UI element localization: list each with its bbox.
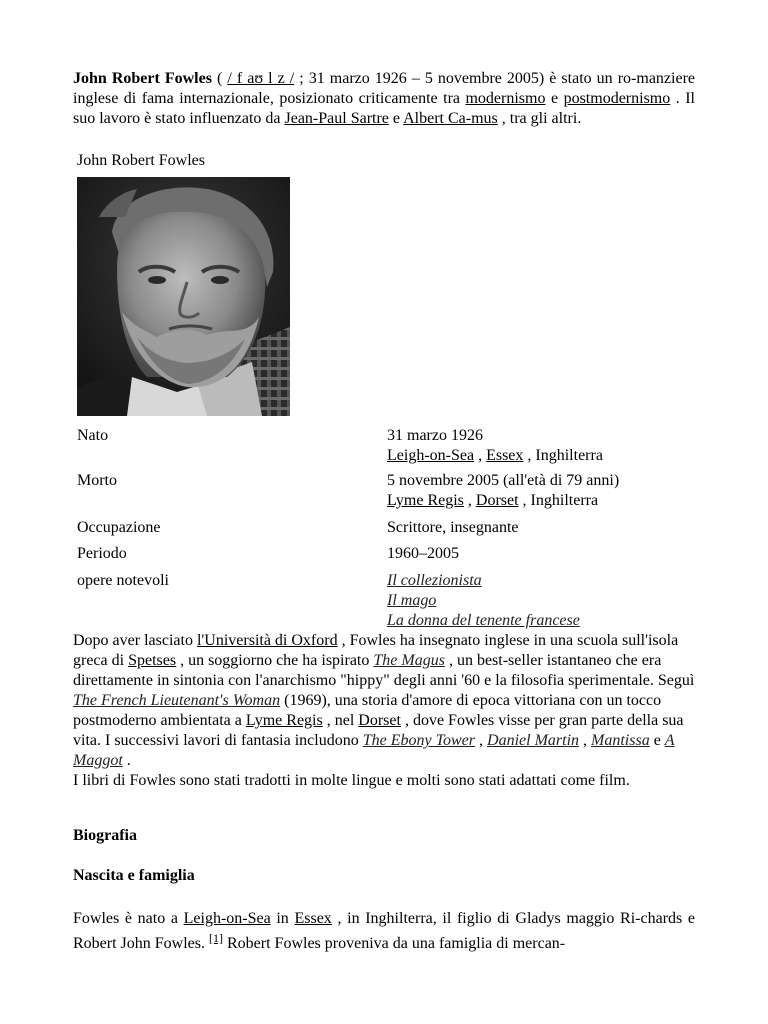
born-value: 31 marzo 1926 Leigh-on-Sea , Essex , Inghilterra [387, 427, 603, 464]
works-value [387, 571, 697, 631]
link-work-donna-tenente[interactable]: La donna del tenente francese [387, 612, 580, 629]
died-value: 5 novembre 2005 (all'età di 79 anni) Lyme Regis , Dorset , Inghilterra [387, 472, 620, 509]
heading-biografia: Biografia [73, 827, 137, 844]
period-value: 1960–2005 [387, 545, 459, 562]
link-leigh-on-sea-2[interactable]: Leigh-on-Sea [183, 910, 271, 927]
link-the-magus[interactable]: The Magus [373, 652, 445, 669]
intro-paragraph: John Robert Fowles ( / f aʊ l z / ; 31 marzo 1926 – 5 novembre 2005) è stato un ro-manziere inglese di fama internazionale, posizionato criticamente tra modernismo e postmodernismo . Il suo lavoro è stato influenzato da Jean-Paul Sartre e Albert Ca-mus , tra gli altri. [73, 70, 696, 127]
infobox-row-occupation [77, 518, 697, 544]
body-section-career [73, 631, 695, 791]
link-spetses[interactable]: Spetses [128, 652, 177, 669]
subject-name: John Robert Fowles [73, 70, 212, 87]
link-work-collezionista[interactable]: Il collezionista [387, 572, 482, 589]
translations-paragraph: I libri di Fowles sono stati tradotti in molte lingue e molti sono stati adattati come film. [73, 772, 630, 789]
infobox-row-period [77, 544, 697, 571]
portrait-photo [77, 177, 290, 416]
link-leigh-on-sea[interactable]: Leigh-on-Sea [387, 447, 475, 464]
link-modernismo[interactable]: modernismo [465, 90, 546, 107]
pronunciation-link[interactable]: / f aʊ l z / [227, 70, 295, 87]
link-work-mago[interactable]: Il mago [387, 592, 437, 609]
works-label: opere notevoli [77, 572, 169, 589]
link-postmodernismo[interactable]: postmodernismo [563, 90, 671, 107]
occupation-value: Scrittore, insegnante [387, 519, 519, 536]
career-paragraph: Dopo aver lasciato l'Università di Oxford , Fowles ha insegnato inglese in una scuola sull'isola greca di Spetses , un soggiorno che ha ispirato The Magus , un best-seller istantaneo che era direttamente in sintonia con l'anarchismo "hippy" degli anni '60 e la filosofia sperimentale. Seguì The French Lieutenant's Woman (1969), una storia d'amore di epoca vittoriana con un tocco postmoderno ambientata a Lyme Regis , nel Dorset , dove Fowles visse per gran parte della sua vita. I successivi lavori di fantasia includono The Ebony Tower , Daniel Martin , Mantissa e A Maggot . [73, 632, 695, 769]
period-label: Periodo [77, 545, 127, 562]
link-a-maggot[interactable]: A Maggot [73, 732, 675, 769]
link-dorset-2[interactable]: Dorset [358, 712, 401, 729]
link-sartre[interactable]: Jean-Paul Sartre [284, 110, 389, 127]
link-mantissa[interactable]: Mantissa [591, 732, 650, 749]
link-lyme-regis-2[interactable]: Lyme Regis [245, 712, 323, 729]
infobox-row-died [77, 471, 697, 518]
link-oxford[interactable]: l'Università di Oxford [196, 632, 338, 649]
born-label: Nato [77, 427, 109, 444]
link-essex-2[interactable]: Essex [294, 910, 332, 927]
link-dorset[interactable]: Dorset [475, 492, 519, 509]
link-daniel-martin[interactable]: Daniel Martin [487, 732, 580, 749]
infobox-row-works [77, 571, 697, 631]
link-ebony-tower[interactable]: The Ebony Tower [362, 732, 476, 749]
died-label: Morto [77, 472, 117, 489]
link-french-lieutenant[interactable]: The French Lieutenant's Woman [73, 692, 281, 709]
infobox-caption: John Robert Fowles [77, 152, 205, 169]
link-essex[interactable]: Essex [486, 447, 524, 464]
infobox-table [77, 424, 697, 631]
infobox-row-born [77, 424, 697, 471]
heading-nascita-famiglia: Nascita e famiglia [73, 867, 195, 884]
footnote-ref-1[interactable]: [1] [209, 931, 223, 945]
occupation-label: Occupazione [77, 519, 161, 536]
link-camus[interactable]: Albert Ca-mus [403, 110, 498, 127]
link-lyme-regis[interactable]: Lyme Regis [387, 492, 464, 509]
birth-paragraph: Fowles è nato a Leigh-on-Sea in Essex , in Inghilterra, il figlio di Gladys maggio Ri-chards e Robert John Fowles. [1] Robert Fowles proveniva da una famiglia di mercan- [73, 910, 695, 952]
